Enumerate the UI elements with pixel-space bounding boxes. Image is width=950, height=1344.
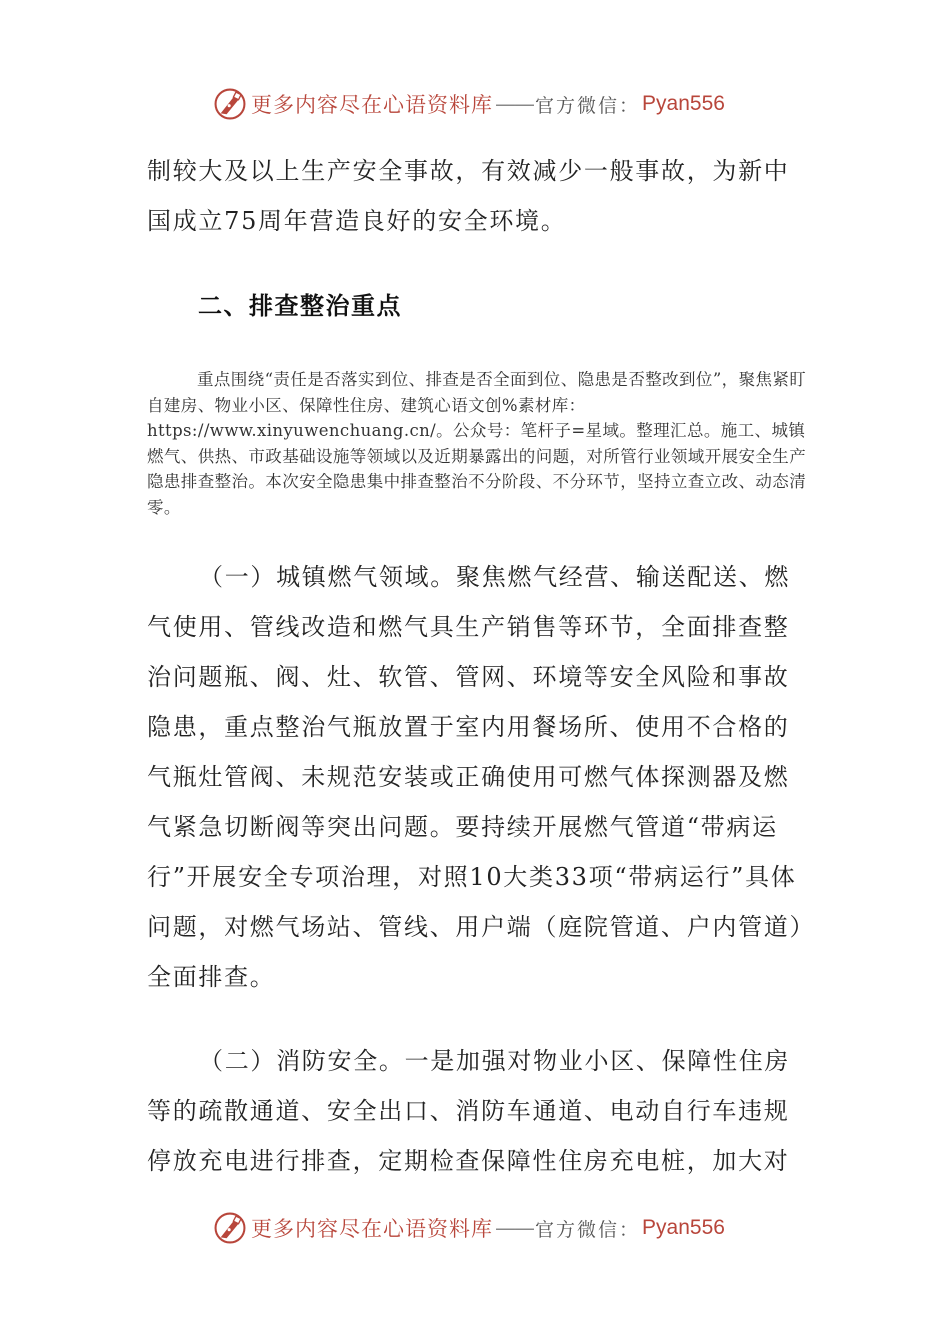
pen-nib-logo-icon — [213, 87, 247, 121]
footer-banner — [0, 1208, 950, 1248]
banner-separator: —— — [495, 1216, 534, 1240]
header-banner — [0, 84, 950, 124]
pen-nib-logo-icon — [213, 1211, 247, 1245]
paragraph-focus-small: 重点围绕“责任是否落实到位、排查是否全面到位、隐患是否整改到位”，聚焦紧盯自建房、物业小区、保障性住房、建筑心语文创%素材库：https://www.xinyuwenchuang.cn/。公众号：笔杆子=星域。整理汇总。施工、城镇燃气、供热、市政基础设施等领域以及近期暴露出的问题，对所管行业领域开展安全生产隐患排查整治。本次安全隐患集中排查整治不分阶段、不分环节，坚持立查立改、动态清零。 — [147, 370, 807, 517]
banner-brand-text: 更多内容尽在心语资料库 — [251, 1217, 494, 1241]
section-heading: 二、排查整治重点 — [198, 292, 402, 320]
banner-wechat-id: Pyan556 — [642, 1216, 725, 1239]
paragraph-intro-continued: 制较大及以上生产安全事故，有效减少一般事故，为新中国成立75周年营造良好的安全环境。 — [147, 157, 790, 235]
paragraph-fire-safety: （二）消防安全。一是加强对物业小区、保障性住房等的疏散通道、安全出口、消防车通道、电动自行车违规停放充电进行排查，定期检查保障性住房充电桩，加大对 — [147, 1047, 791, 1175]
banner-wechat-label: 官方微信： — [535, 94, 641, 117]
banner-brand-text: 更多内容尽在心语资料库 — [251, 93, 494, 117]
banner-wechat-label: 官方微信： — [535, 1218, 641, 1241]
paragraph-gas-field: （一）城镇燃气领域。聚焦燃气经营、输送配送、燃气使用、管线改造和燃气具生产销售等环节，全面排查整治问题瓶、阀、灶、软管、管网、环境等安全风险和事故隐患，重点整治气瓶放置于室内用餐场所、使用不合格的气瓶灶管阀、未规范安装或正确使用可燃气体探测器及燃气紧急切断阀等突出问题。要持续开展燃气管道“带病运行”开展安全专项治理，对照10大类33项“带病运行”具体问题，对燃气场站、管线、用户端（庭院管道、户内管道）全面排查。 — [147, 563, 804, 991]
banner-separator: —— — [495, 92, 534, 116]
banner-wechat-id: Pyan556 — [642, 92, 725, 115]
